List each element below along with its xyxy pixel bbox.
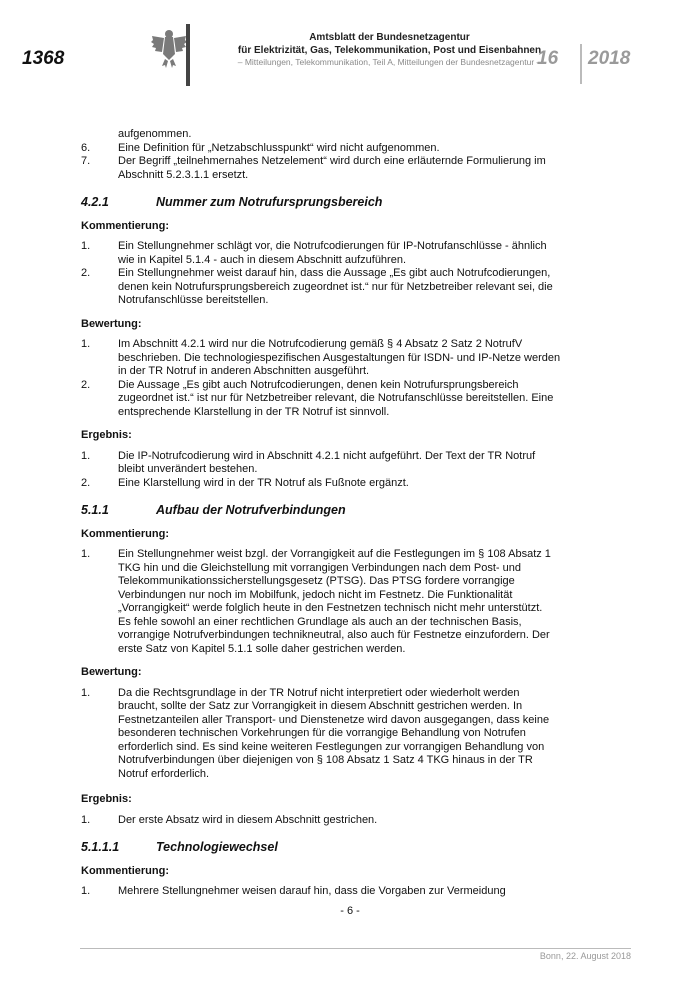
page-footer-number: - 6 - <box>340 905 360 917</box>
list-item: 2. Ein Stellungnehmer weist darauf hin, dass die Aussage „Es gibt auch Notrufcodierungen, denen kein Notrufursprungsbereich zugeordnet ist.“ nur für Netzbetreiber relevant sei, die Notrufanschlüsse bereitstellen. <box>81 267 553 306</box>
list-item: 6. Eine Definition für „Netzabschlusspunkt“ wird nicht aufgenommen. <box>81 141 440 154</box>
page-number: 1368 <box>22 48 65 69</box>
list-item: 1. Da die Rechtsgrundlage in der TR Notruf nicht interpretiert oder wiederholt werden braucht, sollte der Satz zur Vorrangigkeit in diesem Abschnitt gestrichen werden. In Festnetzanteilen aller Transport- und Dienstenetze wird davon ausgegangen, dass keine besonderen technischen Vorkehrungen für die vorrangige Behandlung von Notrufen erforderlich sind. Es sind keine weiteren Festlegungen zur vorrangigen Behandlung von Notrufverbindungen über diejenigen von § 108 Absatz 1 Satz 4 TKG hinaus in der TR Notruf erforderlich. <box>81 686 550 780</box>
list-item: 2. Die Aussage „Es gibt auch Notrufcodierungen, denen kein Notrufursprungsbereich zugeordnet ist.“ ist nur für Netzbetreiber relevant, die Notrufanschlüsse bereitstellen. Eine entsprechende Klarstellung in der TR Notruf ist sinnvoll. <box>81 378 554 418</box>
list-item: 7. Der Begriff „teilnehmernahes Netzelement“ wird durch eine erläuternde Formulierung im Abschnitt 5.2.3.1.1 ersetzt. <box>81 155 546 181</box>
issue-divider <box>580 44 582 84</box>
list-item: 2. Eine Klarstellung wird in der TR Notruf als Fußnote ergänzt. <box>81 476 409 489</box>
list-item: 1. Die IP-Notrufcodierung wird in Abschnitt 4.2.1 nicht aufgeführt. Der Text der TR Notruf bleibt unverändert bestehen. <box>81 449 536 475</box>
section-heading-5-1-1-1: 5.1.1.1 Technologiewechsel <box>81 840 278 854</box>
federal-eagle-icon <box>150 28 188 70</box>
issue-number: 16 <box>537 48 559 69</box>
continuation-text: aufgenommen. <box>118 128 192 140</box>
list-item: 1. Ein Stellungnehmer weist bzgl. der Vorrangigkeit auf die Festlegungen im § 108 Absatz 1 TKG hin und die Gleichstellung mit vorrangigen Verbindungen nach dem Post- und Telekommunikationssicherstellungsgesetz (PTSG). Das PTSG fordere vorrangige Verbindungen nur noch im Mobilfunk, jedoch nicht im Festnetz. Die Funktionalität „Vorrangigkeit“ werde folglich heute in den Festnetzen technisch nicht mehr unterstützt. Es fehle sowohl an einer rechtlichen Grundlage als auch an der technischen Basis, vorrangige Notrufverbindungen technikneutral, also auch für Festnetze einzufordern. Der erste Satz von Kapitel 5.1.1 solle daher gestrichen werden. <box>81 548 551 655</box>
section-heading-5-1-1: 5.1.1 Aufbau der Notrufverbindungen <box>81 503 346 517</box>
section-heading-4-2-1: 4.2.1 Nummer zum Notrufursprungsbereich <box>81 195 383 209</box>
list-item: 1. Der erste Absatz wird in diesem Abschnitt gestrichen. <box>81 813 378 826</box>
bewertung-label: Bewertung: <box>81 666 142 678</box>
kommentierung-label: Kommentierung: <box>81 527 169 540</box>
kommentierung-label: Kommentierung: <box>81 219 169 232</box>
header-divider <box>186 24 190 86</box>
ergebnis-label: Ergebnis: <box>81 429 132 441</box>
document-body <box>81 128 561 899</box>
footer-divider <box>80 948 631 949</box>
kommentierung-label: Kommentierung: <box>81 864 169 877</box>
list-item: 1. Ein Stellungnehmer schlägt vor, die Notrufcodierungen für IP-Notrufanschlüsse - ähnlich wie in Kapitel 5.1.4 - auch in diesem Abschnitt aufzuführen. <box>81 240 547 266</box>
gazette-title: Amtsblatt der Bundesnetzagentur für Elektrizität, Gas, Telekommunikation, Post und Eisenbahnen <box>237 32 542 56</box>
ergebnis-label: Ergebnis: <box>81 793 132 805</box>
issue-year: 2018 <box>588 48 631 69</box>
list-item: 1. Im Abschnitt 4.2.1 wird nur die Notrufcodierung gemäß § 4 Absatz 2 Satz 2 NotrufV beschrieben. Die technologiespezifischen Ausgestaltungen für ISDN- und IP-Netze werden in der TR Notruf in anderen Abschnitten ausgeführt. <box>81 338 561 377</box>
bewertung-label: Bewertung: <box>81 317 142 330</box>
gazette-subtitle: – Mitteilungen, Telekommunikation, Teil A, Mitteilungen der Bundesnetzagentur – <box>237 57 542 67</box>
list-item: 1. Mehrere Stellungnehmer weisen darauf hin, dass die Vorgaben zur Vermeidung <box>81 885 506 897</box>
footer-date: Bonn, 22. August 2018 <box>539 951 631 961</box>
